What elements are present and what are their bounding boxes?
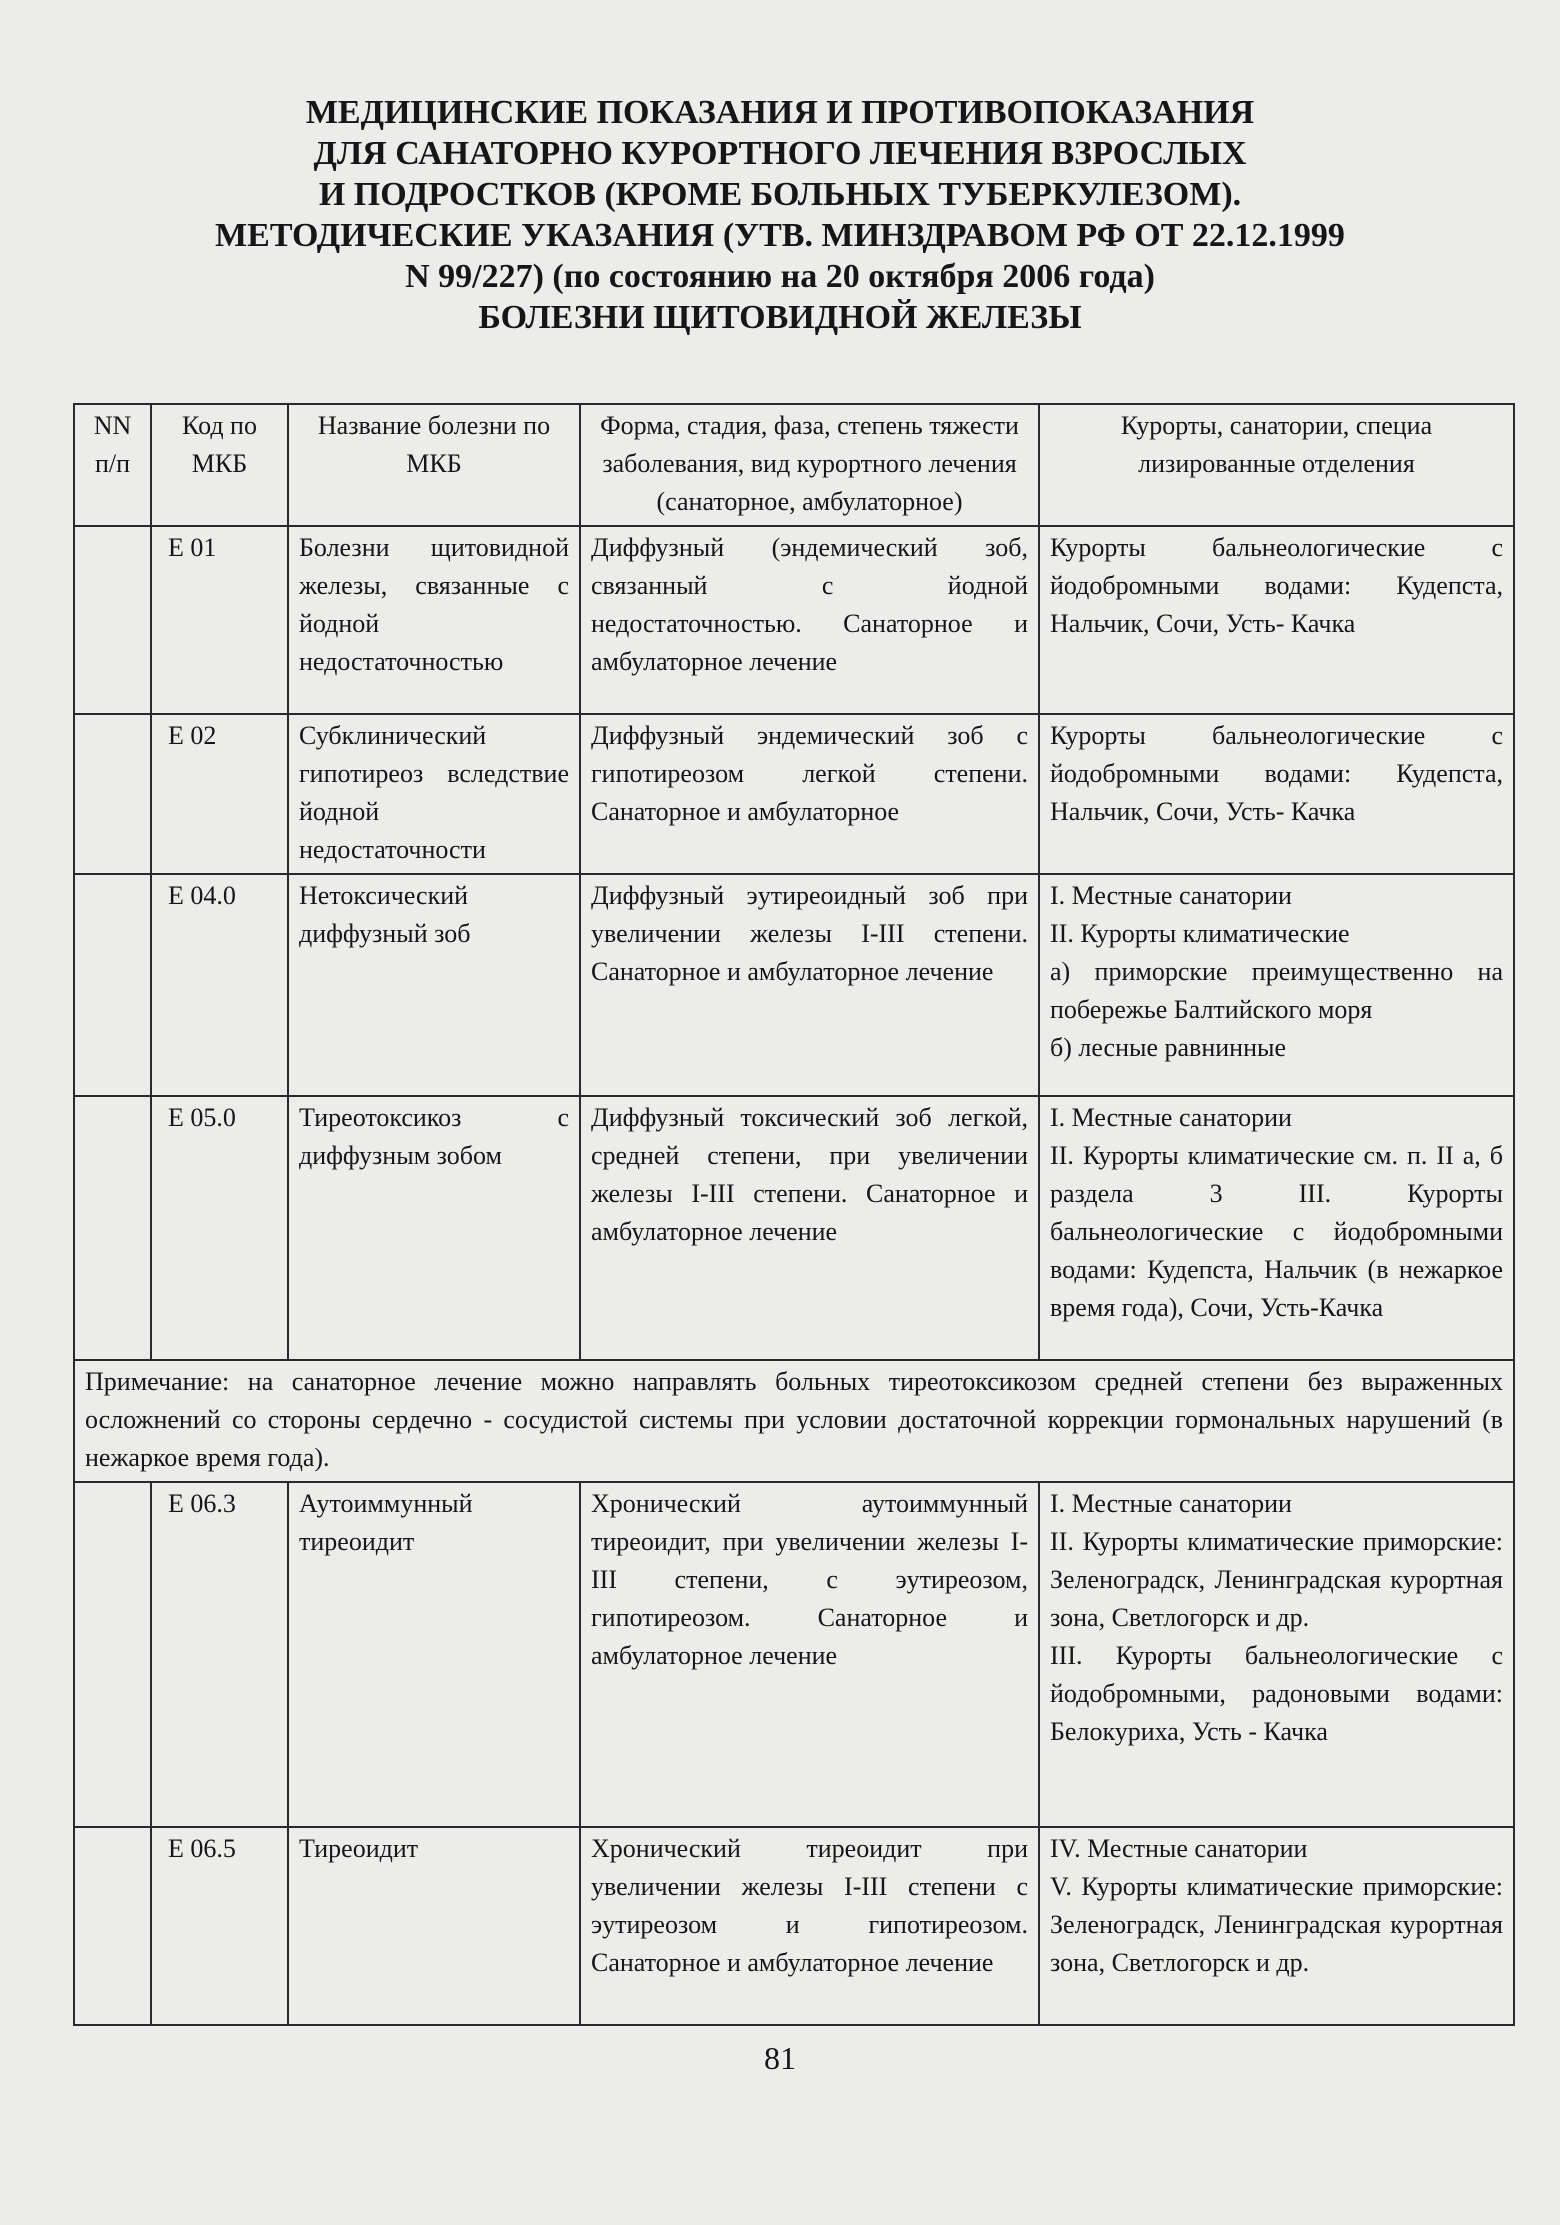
row-number-cell <box>74 1482 151 1827</box>
icd-code-cell: Е 02 <box>151 714 288 874</box>
resorts-cell <box>1039 874 1514 1096</box>
resort-line: I. Местные санатории <box>1050 1489 1292 1518</box>
row-number-cell <box>74 714 151 874</box>
table-row <box>74 1096 1514 1360</box>
table-row <box>74 714 1514 874</box>
header-num: NN п/п <box>74 404 151 526</box>
treatment-form-cell: Хронический аутоиммунный тиреоидит, при увеличении железы I-III степени, с эутиреозом, гипотиреозом. Санаторное и амбулаторное лечение <box>580 1482 1039 1827</box>
treatment-form-cell: Хронический тиреоидит при увеличении железы I-III степени с эутиреозом и гипотиреозом. Санаторное и амбулаторное лечение <box>580 1827 1039 2025</box>
resort-line: II. Курорты климатические <box>1050 919 1350 948</box>
note-row <box>74 1360 1514 1482</box>
page-number: 81 <box>764 2040 796 2076</box>
resort-line: I. Местные санатории <box>1050 1103 1292 1132</box>
resort-line: Курорты бальнеологические с йодобромными водами: Кудепста, Нальчик, Сочи, Усть- Качка <box>1050 721 1503 826</box>
resorts-cell <box>1039 714 1514 874</box>
resorts-cell <box>1039 1482 1514 1827</box>
section-heading: БОЛЕЗНИ ЩИТОВИДНОЙ ЖЕЛЕЗЫ <box>478 299 1082 336</box>
disease-name-cell: Аутоиммунный тиреоидит <box>288 1482 580 1827</box>
treatment-form-cell: Диффузный (эндемический зоб, связанный с йодной недостаточностью. Санаторное и амбулаторное лечение <box>580 526 1039 714</box>
icd-code-cell: Е 06.5 <box>151 1827 288 2025</box>
disease-name-cell: Нетоксический диффузный зоб <box>288 874 580 1096</box>
header-code: Код по МКБ <box>151 404 288 526</box>
resort-line: II. Курорты климатические приморские: Зеленоградск, Ленинградская курортная зона, Светлогорск и др. <box>1050 1527 1503 1632</box>
row-number-cell <box>74 1827 151 2025</box>
disease-name-cell: Тиреоидит <box>288 1827 580 2025</box>
table-row <box>74 1827 1514 2025</box>
table-row <box>74 526 1514 714</box>
treatment-form-cell: Диффузный эутиреоидный зоб при увеличении железы I-III степени. Санаторное и амбулаторное лечение <box>580 874 1039 1096</box>
resort-line: III. Курорты бальнеологические с йодобромными, радоновыми водами: Белокуриха, Усть - Качка <box>1050 1641 1503 1746</box>
header-name: Название болезни по МКБ <box>288 404 580 526</box>
title-line-3: И ПОДРОСТКОВ (КРОМЕ БОЛЬНЫХ ТУБЕРКУЛЕЗОМ). <box>318 176 1242 213</box>
indications-table <box>73 403 1515 2026</box>
header-form: Форма, стадия, фаза, степень тяжести заболевания, вид курортного лечения (санаторное, амбулаторное) <box>580 404 1039 526</box>
resort-line: II. Курорты климатические см. п. II а, б раздела 3 III. Курорты бальнеологические с йодобромными водами: Кудепста, Нальчик (в нежаркое время года), Сочи, Усть-Качка <box>1050 1141 1503 1322</box>
treatment-form-cell: Диффузный эндемический зоб с гипотиреозом легкой степени. Санаторное и амбулаторное <box>580 714 1039 874</box>
title-line-5: N 99/227) (по состоянию на 20 октября 2006 года) <box>405 258 1155 295</box>
table-body-primary <box>74 526 1514 1360</box>
document-title <box>70 92 1490 338</box>
disease-name-cell: Тиреотоксикоз с диффузным зобом <box>288 1096 580 1360</box>
row-number-cell <box>74 1096 151 1360</box>
resort-line: I. Местные санатории <box>1050 881 1292 910</box>
title-line-1: МЕДИЦИНСКИЕ ПОКАЗАНИЯ И ПРОТИВОПОКАЗАНИЯ <box>305 94 1255 131</box>
row-number-cell <box>74 526 151 714</box>
table-note-section <box>74 1360 1514 1482</box>
disease-name-cell: Субклинический гипотиреоз вследствие йодной недостаточности <box>288 714 580 874</box>
title-line-2: ДЛЯ САНАТОРНО КУРОРТНОГО ЛЕЧЕНИЯ ВЗРОСЛЫХ <box>313 135 1247 172</box>
row-number-cell <box>74 874 151 1096</box>
resort-line: а) приморские преимущественно на побережье Балтийского моря <box>1050 957 1503 1024</box>
table-row <box>74 1482 1514 1827</box>
disease-name-cell: Болезни щитовидной железы, связанные с йодной недостаточностью <box>288 526 580 714</box>
note-text: Примечание: на санаторное лечение можно направлять больных тиреотоксикозом средней степени без выраженных осложнений со стороны сердечно - сосудистой системы при условии достаточной коррекции гормональных нарушений (в нежаркое время года). <box>74 1360 1514 1482</box>
resort-line: Курорты бальнеологические с йодобромными водами: Кудепста, Нальчик, Сочи, Усть- Качка <box>1050 533 1503 638</box>
table-body-secondary <box>74 1482 1514 2025</box>
header-resorts: Курорты, санатории, специа лизированные отделения <box>1039 404 1514 526</box>
resort-line: V. Курорты климатические приморские: Зеленоградск, Ленинградская курортная зона, Светлогорск и др. <box>1050 1872 1503 1977</box>
icd-code-cell: Е 04.0 <box>151 874 288 1096</box>
icd-code-cell: Е 06.3 <box>151 1482 288 1827</box>
table-header-row <box>74 404 1514 526</box>
resort-line: б) лесные равнинные <box>1050 1033 1286 1062</box>
resorts-cell <box>1039 1096 1514 1360</box>
treatment-form-cell: Диффузный токсический зоб легкой, средней степени, при увеличении железы I-III степени. Санаторное и амбулаторное лечение <box>580 1096 1039 1360</box>
resorts-cell <box>1039 1827 1514 2025</box>
resort-line: IV. Местные санатории <box>1050 1834 1308 1863</box>
table-row <box>74 874 1514 1096</box>
title-line-4: МЕТОДИЧЕСКИЕ УКАЗАНИЯ (УТВ. МИНЗДРАВОМ РФ ОТ 22.12.1999 <box>215 217 1345 254</box>
resorts-cell <box>1039 526 1514 714</box>
icd-code-cell: Е 05.0 <box>151 1096 288 1360</box>
icd-code-cell: Е 01 <box>151 526 288 714</box>
